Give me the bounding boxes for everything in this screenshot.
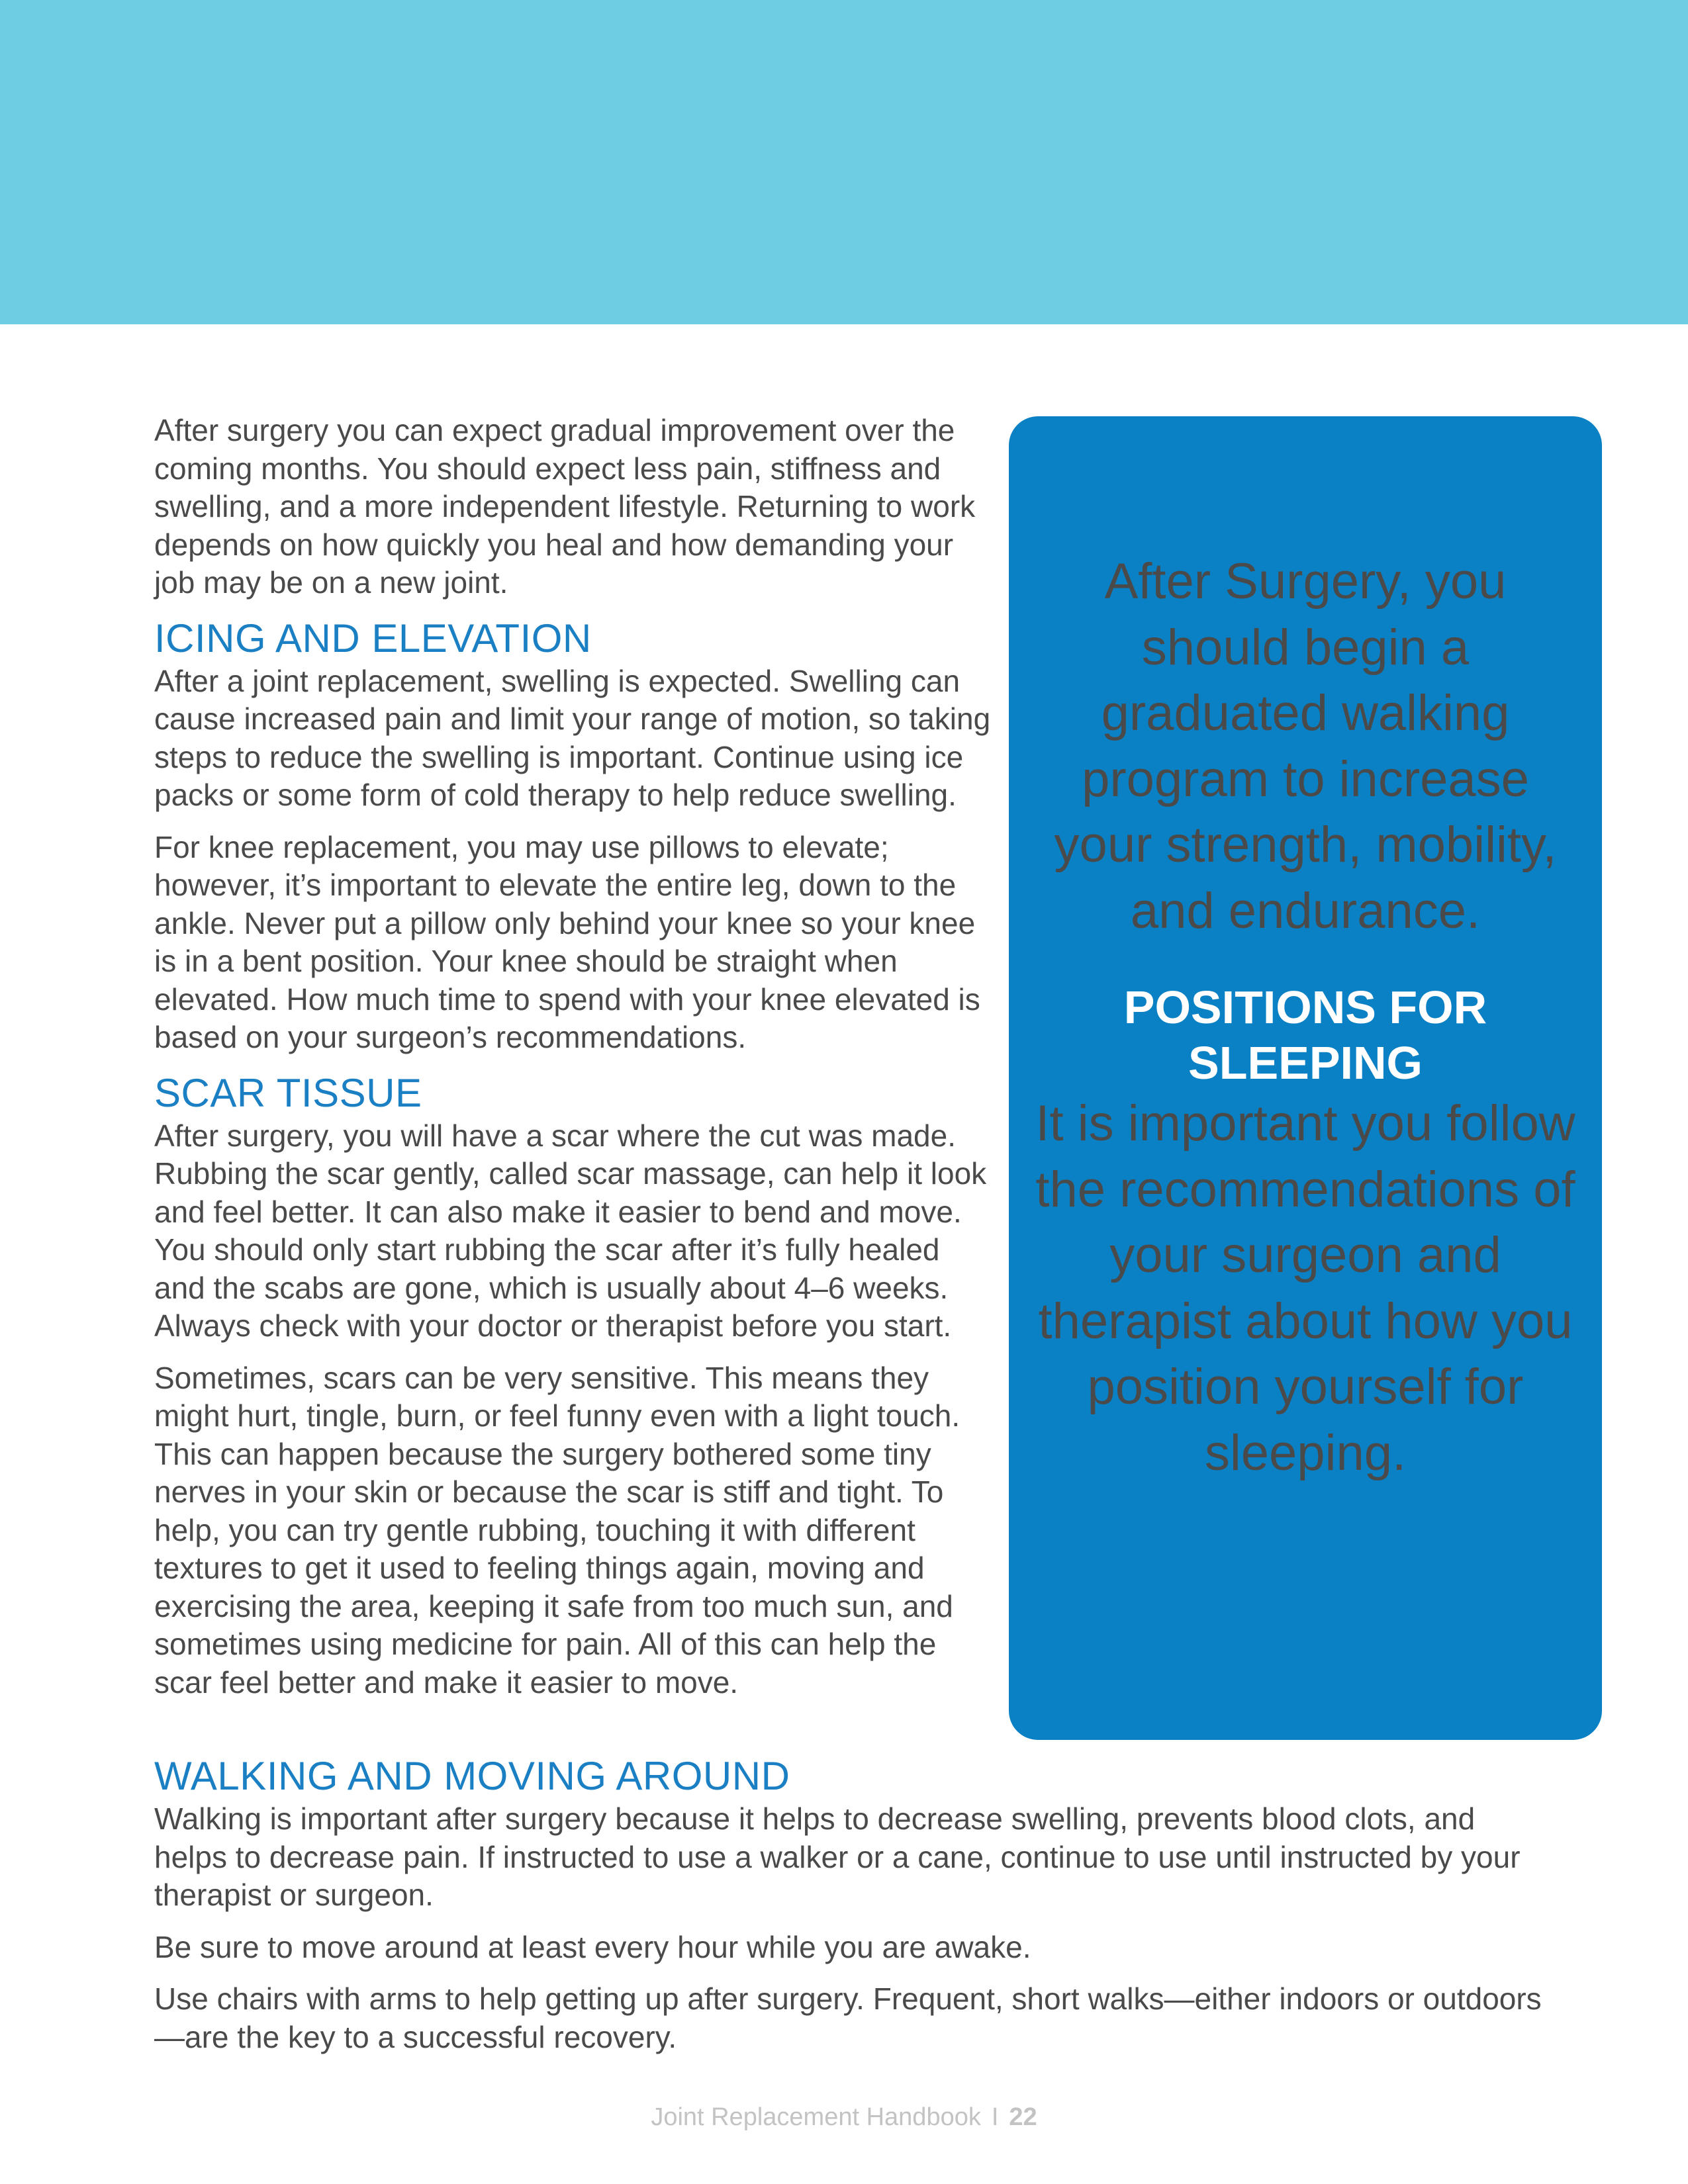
icing-paragraph-1: After a joint replacement, swelling is expected. Swelling can cause increased pain and limit your range of motion, so taking steps to reduce the swelling is important. Continue using ice packs or some form of cold therapy to help reduce swelling.	[154, 663, 991, 812]
callout-heading: POSITIONS FOR SLEEPING	[1123, 981, 1487, 1089]
scar-paragraph-1: After surgery, you will have a scar where the cut was made. Rubbing the scar gently, called scar massage, can help it look and feel better. It can also make it easier to bend and move. You should only start rubbing the scar after it’s fully healed and the scabs are gone, which is usually about 4–6 weeks. Always check with your doctor or therapist before you start.	[154, 1118, 987, 1343]
page-footer	[0, 2103, 1688, 2132]
main-column	[154, 412, 995, 1714]
walking-paragraph-1: Walking is important after surgery because it helps to decrease swelling, prevents blood clots, and helps to decrease pain. If instructed to use a walker or a cane, continue to use until instructed by your therapist or surgeon.	[154, 1801, 1521, 1912]
walking-paragraph-3: Use chairs with arms to help getting up after surgery. Frequent, short walks—either indoors or outdoors—are the key to a successful recovery.	[154, 1981, 1542, 2054]
footer-separator: I	[991, 2103, 999, 2131]
scar-section	[154, 1069, 995, 1702]
callout-body: It is important you follow the recommendations of your surgeon and therapist about how you position yourself for sleeping.	[1035, 1095, 1575, 1481]
callout-quote: After Surgery, you should begin a graduated walking program to increase your strength, mobility, and endurance.	[1054, 553, 1557, 939]
intro-paragraph: After surgery you can expect gradual improvement over the coming months. You should expect less pain, stiffness and swelling, and a more independent lifestyle. Returning to work depends on how quickly you heal and how demanding your job may be on a new joint.	[154, 413, 976, 600]
scar-paragraph-2: Sometimes, scars can be very sensitive. This means they might hurt, tingle, burn, or feel funny even with a light touch. This can happen because the surgery bothered some tiny nerves in your skin or because the scar is stiff and tight. To help, you can try gentle rubbing, touching it with different textures to get it used to feeling things again, moving and exercising the area, keeping it safe from too much sun, and sometimes using medicine for pain. All of this can help the scar feel better and make it easier to move.	[154, 1360, 961, 1700]
callout-box	[1009, 416, 1602, 1740]
icing-section	[154, 615, 995, 1057]
walking-section	[154, 1752, 1544, 2056]
footer-title: Joint Replacement Handbook	[651, 2103, 981, 2131]
callout-content	[1035, 549, 1575, 1486]
header-band	[0, 0, 1688, 324]
page-number: 22	[1009, 2103, 1037, 2131]
icing-paragraph-2: For knee replacement, you may use pillows to elevate; however, it’s important to elevate the entire leg, down to the ankle. Never put a pillow only behind your knee so your knee is in a bent position. Your knee should be straight when elevated. How much time to spend with your knee elevated is based on your surgeon’s recommendations.	[154, 829, 980, 1054]
walking-heading: WALKING AND MOVING AROUND	[154, 1754, 790, 1798]
scar-heading: SCAR TISSUE	[154, 1070, 422, 1115]
icing-heading: ICING AND ELEVATION	[154, 615, 592, 660]
walking-paragraph-2: Be sure to move around at least every hour while you are awake.	[154, 1929, 1031, 1964]
